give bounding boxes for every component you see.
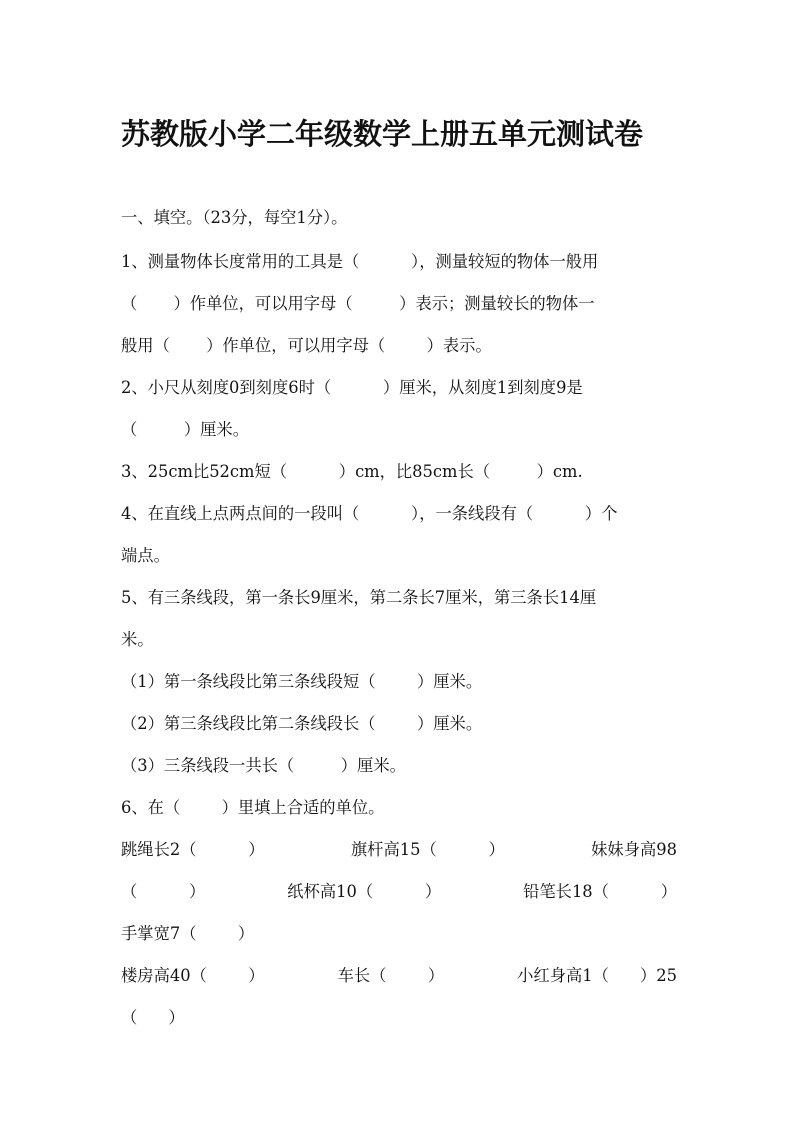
q6-row2 [121,880,677,904]
q6-row1-item: 妹妹身高98 [591,840,677,859]
q1-line2: （ ）作单位，可以用字母（ ）表示；测量较长的物体一 [121,294,595,313]
q2-line1: 2、小尺从刻度0到刻度6时（ ）厘米，从刻度1到刻度9是 [121,378,583,397]
section-heading: 一、填空。（23分，每空1分）。 [121,208,348,227]
q6-row1 [121,838,677,862]
q6-row4-item: 小红身高1（ ）25 [517,966,677,985]
q6-row4-item: 车长（ ） [337,966,445,985]
q6-row2-item: 铅笔长18（ ） [523,882,677,901]
q5-line1: 5、有三条线段，第一条长9厘米，第二条长7厘米，第三条长14厘 [121,588,597,607]
document-title: 苏教版小学二年级数学上册五单元测试卷 [121,117,644,151]
q1-line1: 1、测量物体长度常用的工具是（ ），测量较短的物体一般用 [121,252,599,271]
q4-line2: 端点。 [121,546,170,565]
q5-line2: 米。 [121,630,154,649]
q5-sub1: （1）第一条线段比第三条线段短（ ）厘米。 [121,672,483,691]
q6-row4-item: 楼房高40（ ） [121,966,265,985]
q6-row2-item: 纸杯高10（ ） [287,882,442,901]
q6-row4 [121,964,677,988]
q6-row3: 手掌宽7（ ） [121,924,255,943]
q5-sub2: （2）第三条线段比第二条线段长（ ）厘米。 [121,714,483,733]
q3-line1: 3、25cm比52cm短（ ）cm，比85cm长（ ）cm. [121,462,583,481]
q1-line3: 般用（ ）作单位，可以用字母（ ）表示。 [121,336,492,355]
q6-row1-item: 旗杆高15（ ） [350,840,505,859]
q6-row2-item: （ ） [121,882,206,901]
q6-line1: 6、在（ ）里填上合适的单位。 [121,798,385,817]
q2-line2: （ ）厘米。 [121,420,249,439]
q6-row1-item: 跳绳长2（ ） [121,840,265,859]
q5-sub3: （3）三条线段一共长（ ）厘米。 [121,756,406,775]
q6-row5: （ ） [121,1008,185,1027]
q4-line1: 4、在直线上点两点间的一段叫（ ），一条线段有（ ）个 [121,504,618,523]
